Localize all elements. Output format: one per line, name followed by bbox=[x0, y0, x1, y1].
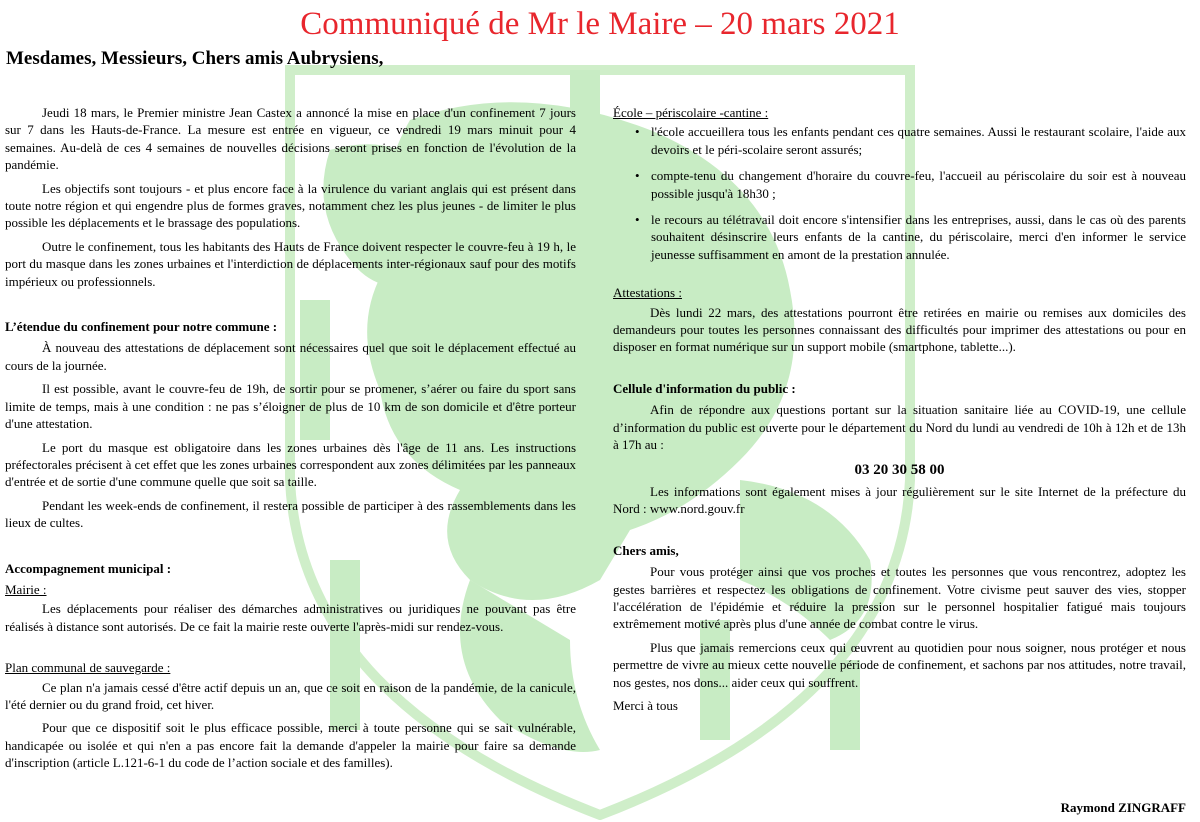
paragraph-attestations-distribution: Dès lundi 22 mars, des attestations pourront être retirées en mairie ou remises aux domiciles des demandeurs pour toutes les personnes connaissant des difficultés pour imprimer des attestations ou pour en disposer en format numérique sur un support mobile (smartphone, tablette...). bbox=[613, 304, 1186, 355]
paragraph-town-hall: Les déplacements pour réaliser des démarches administratives ou juridiques ne pouvant pas être réalisés à distance sont autorisés. De ce fait la mairie reste ouverte l'après-midi sur rendez-vous. bbox=[5, 601, 576, 634]
paragraph-curfew: Outre le confinement, tous les habitants des Hauts de France doivent respecter le couvre-feu à 19 h, le port du masque dans les zones urbaines et l'interdiction de déplacements inter-régionaux sauf pour des motifs impérieux ou professionnels. bbox=[5, 238, 576, 289]
subheading-safeguard-plan: Plan communal de sauvegarde : bbox=[5, 660, 171, 676]
list-item: • compte-tenu du changement d'horaire du couvre-feu, l'accueil au périscolaire du soir est à nouveau possible jusqu'à 18h30 ; bbox=[635, 168, 1186, 201]
paragraph-registration: Pour que ce dispositif soit le plus efficace possible, merci à toute personne qui se sait vulnérable, handicapée ou isolée et qui n'en a pas encore fait la demande d'appeler la mairie pour faire sa demande d'inscription (article L.121-6-1 du code de l’action sociale et des familles). bbox=[5, 720, 576, 771]
paragraph-safeguard-plan: Ce plan n'a jamais cessé d'être actif depuis un an, que ce soit en raison de la pandémie, de la canicule, l'été dernier ou du grand froid, cet hiver. bbox=[5, 679, 576, 712]
list-item: • l'école accueillera tous les enfants pendant ces quatre semaines. Aussi le restaurant scolaire, l'aide aux devoirs et le péri-scolaire seront assurés; bbox=[635, 124, 1186, 157]
paragraph-outings: Il est possible, avant le couvre-feu de 19h, de sortir pour se promener, s’aérer ou faire du sport sans limite de temps, mais à une condition : ne pas s’éloigner de plus de 10 km de son domicile et d'être porteur d'une attestation. bbox=[5, 381, 576, 432]
paragraph-announcement: Jeudi 18 mars, le Premier ministre Jean Castex a annoncé la mise en place d'un confinement 7 jours sur 7 dans les Hauts-de-France. La mesure est entrée en vigueur, ce vendredi 19 mars minuit pour 4 semaines. Au-delà de ces 4 semaines de nouvelles décisions seront prises en fonction de l'évolution de la pandémie. bbox=[5, 105, 576, 173]
subheading-town-hall: Mairie : bbox=[5, 581, 47, 597]
heading-confinement-scope: L’étendue du confinement pour notre commune : bbox=[5, 319, 278, 335]
heading-municipal-support: Accompagnement municipal : bbox=[5, 560, 172, 576]
bullet-icon: • bbox=[635, 168, 640, 184]
page-title: Communiqué de Mr le Maire – 20 mars 2021 bbox=[300, 6, 900, 42]
paragraph-mask: Le port du masque est obligatoire dans les zones urbaines dès l'âge de 11 ans. Les instructions préfectorales précisent à cet effet que les zones urbaines correspondent aux zones délimitées par les panneaux d'entrée et de sortie d'une commune quelle que soit sa taille. bbox=[5, 439, 576, 490]
paragraph-prefecture-website: Les informations sont également mises à jour régulièrement sur le site Internet de la préfecture du Nord : www.nord.gouv.fr bbox=[613, 483, 1186, 517]
phone-number: 03 20 30 58 00 bbox=[854, 461, 945, 478]
closing-thanks: Merci à tous bbox=[613, 697, 678, 713]
right-column bbox=[613, 104, 1186, 714]
paragraph-info-cell: Afin de répondre aux questions portant sur la situation sanitaire liée au COVID-19, une cellule d’information du public est ouverte pour le département du Nord du lundi au vendredi de 10h à 12h et de 13h à 17h au : bbox=[613, 402, 1186, 453]
paragraph-thanks-caregivers: Plus que jamais remercions ceux qui œuvrent au quotidien pour nous soigner, nous protéger et nous permettre de vivre au mieux cette nouvelle période de confinement, et sachons par nos attitudes, notre travail, nos gestes, nos dons... aider ceux qui souffrent. bbox=[613, 639, 1186, 690]
heading-dear-friends: Chers amis, bbox=[613, 542, 679, 558]
greeting: Mesdames, Messieurs, Chers amis Aubrysiens, bbox=[6, 48, 384, 69]
paragraph-attestations: À nouveau des attestations de déplacement sont nécessaires quel que soit le déplacement effectué au cours de la journée. bbox=[5, 340, 576, 373]
bullet-icon: • bbox=[635, 212, 640, 228]
bullet-icon: • bbox=[635, 124, 640, 140]
left-column bbox=[5, 104, 576, 778]
signature: Raymond ZINGRAFF bbox=[1060, 800, 1186, 815]
paragraph-worship: Pendant les week-ends de confinement, il restera possible de participer à des rassemblements dans les lieux de cultes. bbox=[5, 497, 576, 531]
heading-info-cell: Cellule d'information du public : bbox=[613, 380, 796, 396]
list-item: • le recours au télétravail doit encore s'intensifier dans les entreprises, aussi, dans le cas où des parents souhaitent désinscrire leurs enfants de la cantine, du périscolaire, merci d'en informer le service jeunesse suffisamment en amont de la prestation annulée. bbox=[635, 212, 1186, 262]
school-bullet-list bbox=[613, 123, 1186, 263]
subheading-attestations: Attestations : bbox=[613, 285, 682, 301]
paragraph-barrier-gestures: Pour vous protéger ainsi que vos proches et toutes les personnes que vous rencontrez, adoptez les gestes barrières et respectez les obligations de confinement. Votre civisme peut sauver des vies, stopper l'accélération de l'épidémie et réduire la pression sur le personnel hospitalier fatigué mais toujours extrêmement motivé après plus d'une année de combat contre le virus. bbox=[613, 564, 1186, 632]
subheading-school: École – périscolaire -cantine : bbox=[613, 105, 769, 120]
paragraph-objectives: Les objectifs sont toujours - et plus encore face à la virulence du variant anglais qui est présent dans toute notre région et qui engendre plus de formes graves, notamment chez les plus jeunes - de limiter le plus possible les déplacements et le brassage des populations. bbox=[5, 180, 576, 231]
